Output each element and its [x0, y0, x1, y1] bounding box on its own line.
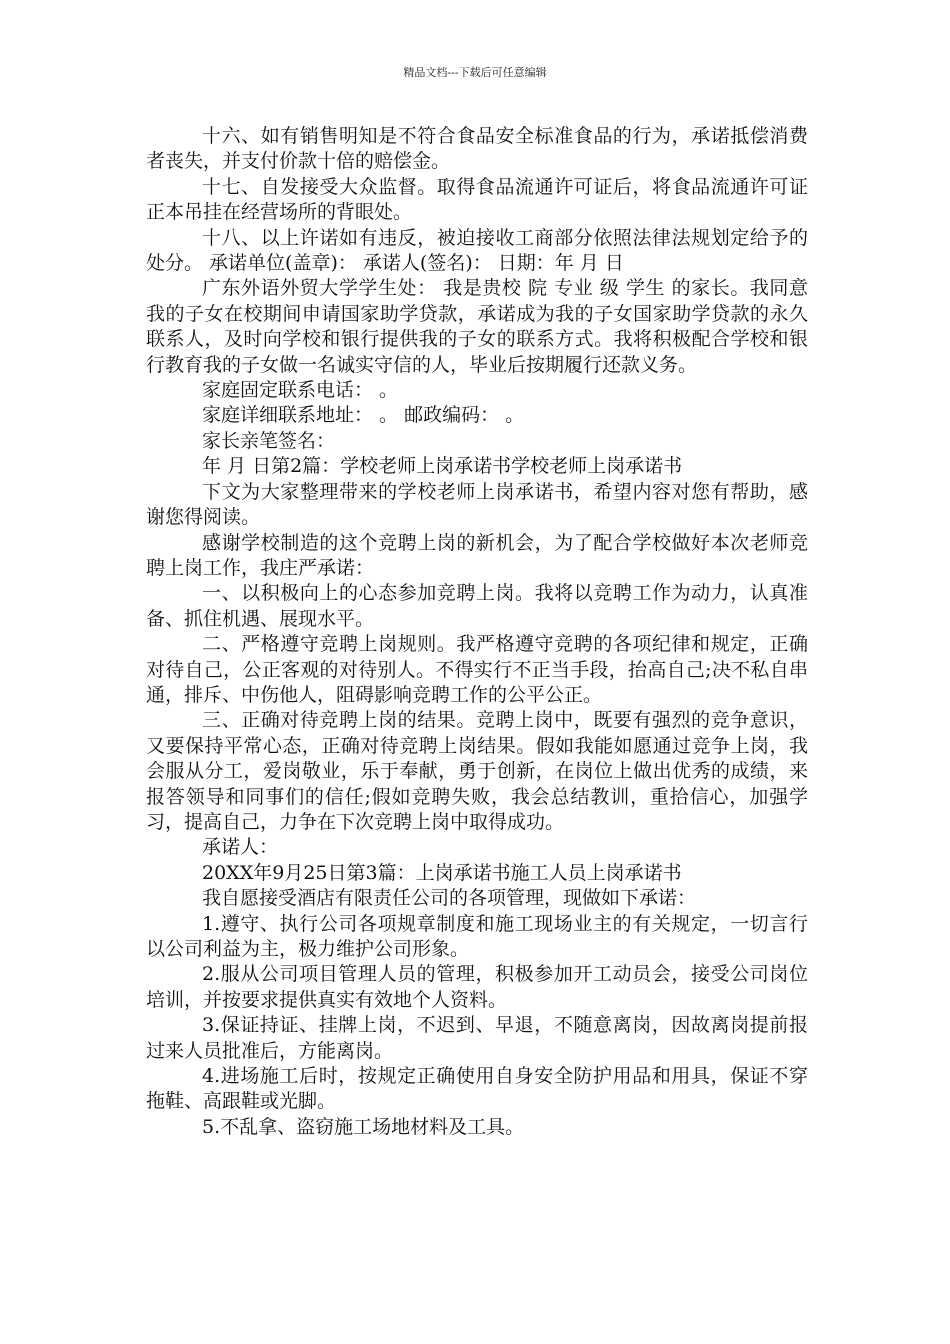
paragraph-item-2: 二、严格遵守竞聘上岗规则。我严格遵守竞聘的各项纪律和规定，正确对待自己，公正客观的对待别人。不得实行不正当手段，抬高自己;决不私自串通，排斥、中伤他人，阻碍影响竞聘工作的公平公正。 [146, 633, 808, 706]
paragraph-rule-4: 4.进场施工后时，按规定正确使用自身安全防护用品和用具，保证不穿拖鞋、高跟鞋或光脚。 [146, 1065, 808, 1113]
paragraph-promisor: 承诺人： [202, 836, 279, 859]
paragraph-item-1: 一、以积极向上的心态参加竞聘上岗。我将以竞聘工作为动力，认真准备、抓住机遇、展现水平。 [146, 582, 808, 630]
document-body [146, 124, 808, 1140]
paragraph-section-2-title: 年 月 日第2篇：学校老师上岗承诺书学校老师上岗承诺书 [202, 455, 683, 478]
paragraph-rule-1: 1.遵守、执行公司各项规章制度和施工现场业主的有关规定，一切言行以公司利益为主，极力维护公司形象。 [146, 912, 808, 960]
paragraph-rule-2: 2.服从公司项目管理人员的管理，积极参加开工动员会，接受公司岗位培训，并按要求提供真实有效地个人资料。 [146, 963, 808, 1011]
paragraph-home-phone: 家庭固定联系电话： 。 [202, 379, 399, 402]
paragraph-rule-3: 3.保证持证、挂牌上岗，不迟到、早退，不随意离岗，因故离岗提前报过来人员批准后，方能离岗。 [146, 1014, 808, 1062]
page-header: 精品文档---下载后可任意编辑 [403, 66, 547, 79]
paragraph-thanks: 感谢学校制造的这个竞聘上岗的新机会，为了配合学校做好本次老师竞聘上岗工作，我庄严承诺： [146, 531, 808, 579]
paragraph-section-3-title: 20XX年9月25日第3篇：上岗承诺书施工人员上岗承诺书 [202, 861, 682, 884]
paragraph-16: 十六、如有销售明知是不符合食品安全标准食品的行为，承诺抵偿消费者丧失，并支付价款十倍的赔偿金。 [146, 125, 808, 173]
paragraph-18: 十八、以上许诺如有违反，被迫接收工商部分依照法律法规划定给予的处分。 承诺单位(盖章)： 承诺人(签名)： 日期：年 月 日 [146, 226, 808, 275]
paragraph-17: 十七、自发接受大众监督。取得食品流通许可证后，将食品流通许可证正本吊挂在经营场所的背眼处。 [146, 175, 808, 224]
paragraph-intro: 下文为大家整理带来的学校老师上岗承诺书，希望内容对您有帮助，感谢您得阅读。 [146, 480, 808, 529]
paragraph-home-address: 家庭详细联系地址： 。 邮政编码： 。 [202, 404, 525, 427]
paragraph-parent-letter: 广东外语外贸大学学生处： 我是贵校 院 专业 级 学生 的家长。我同意我的子女在校期间申请国家助学贷款，承诺成为我的子女国家助学贷款的永久联系人，及时向学校和银行提供我的子女的联系方式。我将积极配合学校和银行教育我的子女做一名诚实守信的人，毕业后按期履行还款义务。 [146, 277, 808, 376]
paragraph-voluntary: 我自愿接受酒店有限责任公司的各项管理，现做如下承诺： [202, 887, 697, 910]
paragraph-item-3: 三、正确对待竞聘上岗的结果。竞聘上岗中，既要有强烈的竞争意识，又要保持平常心态，正确对待竞聘上岗结果。假如我能如愿通过竞争上岗，我会服从分工，爱岗敬业，乐于奉献，勇于创新，在岗位上做出优秀的成绩，来报答领导和同事们的信任;假如竞聘失败，我会总结教训，重拾信心，加强学习，提高自己，力争在下次竞聘上岗中取得成功。 [146, 709, 808, 833]
paragraph-parent-signature: 家长亲笔签名： [202, 429, 336, 452]
paragraph-rule-5: 5.不乱拿、盗窃施工场地材料及工具。 [202, 1115, 525, 1138]
